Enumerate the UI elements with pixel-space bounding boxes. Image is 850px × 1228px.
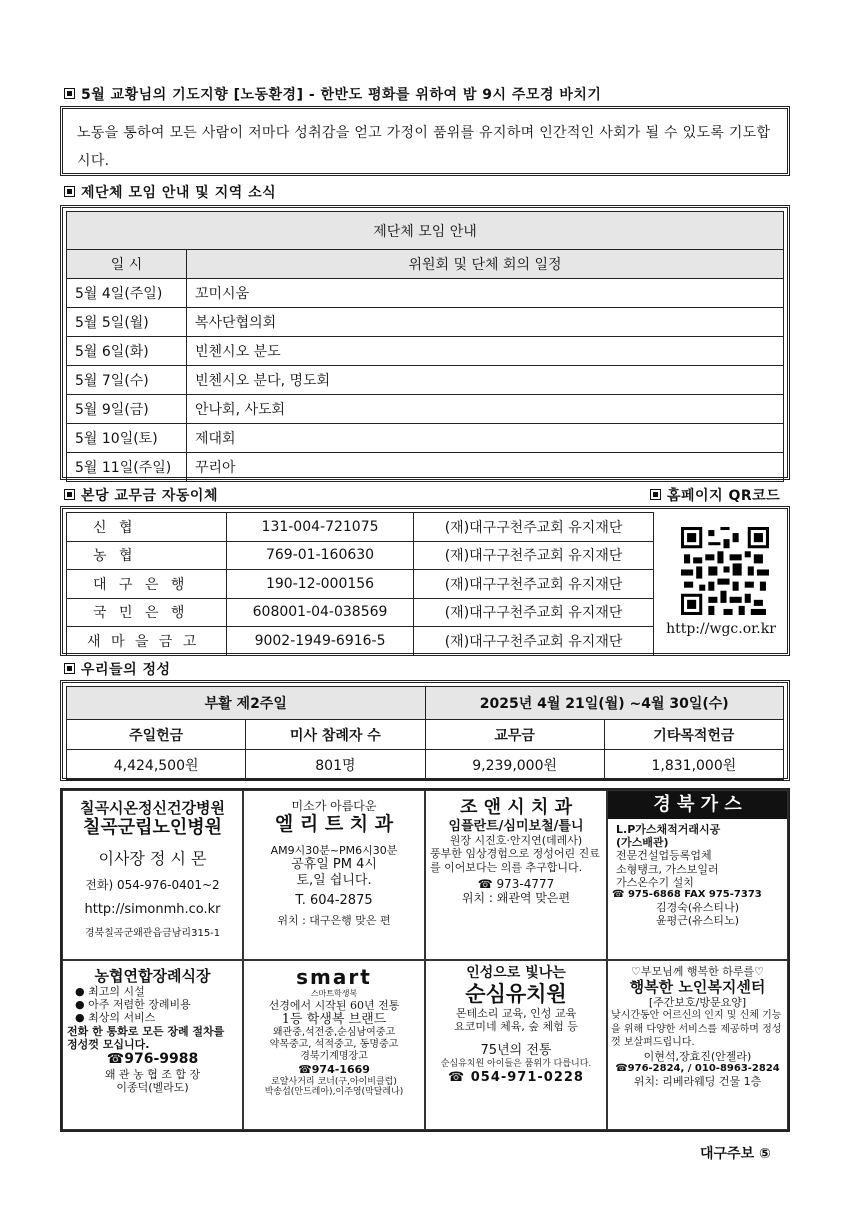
ad-gyeongbuk-gas bbox=[607, 790, 788, 960]
ad-line: ● 최고의 시설 bbox=[75, 985, 145, 998]
table-row bbox=[67, 513, 654, 542]
ad-line: 경 북 가 스 bbox=[608, 791, 787, 819]
offering-week: 부활 제2주일 bbox=[67, 687, 426, 720]
prayer-text: 노동을 통하여 모든 사람이 저마다 성취감을 얻고 가정이 품위를 유지하며 인간적인 사회가 될 수 있도록 기도합시다. bbox=[77, 125, 771, 169]
row-date: 5월 5일(월) bbox=[67, 308, 187, 337]
ad-line: 왜 관 농 협 조 합 장 bbox=[104, 1067, 201, 1081]
table-row bbox=[67, 366, 784, 395]
square-bullet-icon bbox=[64, 88, 75, 99]
ad-line: (가스배관) bbox=[616, 836, 669, 850]
offering-section-title bbox=[64, 659, 171, 679]
offering-period: 2025년 4월 21일(월) ~4월 30일(수) bbox=[425, 687, 784, 720]
row-event: 복사단협의회 bbox=[187, 308, 784, 337]
ad-line: 로얄사거리 코너(구,아이비클럽) bbox=[271, 1076, 397, 1087]
table-row bbox=[67, 570, 654, 599]
ad-line: http://simonmh.co.kr bbox=[84, 902, 221, 918]
ad-line: ● 최상의 서비스 bbox=[75, 1011, 156, 1025]
ad-line: L.P가스채적거래시공 bbox=[616, 823, 721, 836]
offering-value: 9,239,000원 bbox=[425, 750, 604, 780]
ad-sunsim-kindergarten bbox=[425, 960, 607, 1130]
offering-value: 4,424,500원 bbox=[67, 750, 246, 780]
ad-line: ☎ 054-971-0228 bbox=[448, 1069, 584, 1085]
ad-line: 토,일 쉽니다. bbox=[296, 872, 372, 888]
qr-title-text: 홈페이지 QR코드 bbox=[667, 488, 781, 504]
ad-line: 위치: 리베라웨딩 건물 1층 bbox=[633, 1075, 762, 1089]
ad-joan-dental bbox=[425, 790, 607, 960]
col-date-header: 일 시 bbox=[67, 250, 187, 279]
ad-line: 경북기계명장고 bbox=[300, 1051, 368, 1063]
account-holder: (재)대구구천주교회 유지재단 bbox=[414, 513, 654, 542]
offering-value: 1,831,000원 bbox=[604, 750, 783, 780]
ad-line: 임플란트/심미보철/틀니 bbox=[448, 818, 584, 834]
bank-table bbox=[66, 512, 654, 656]
ad-line: 칠곡군립노인병원 bbox=[82, 817, 223, 838]
prayer-section-title bbox=[64, 84, 601, 104]
offering-value: 801명 bbox=[246, 750, 425, 780]
groups-section-title bbox=[64, 182, 276, 202]
ad-line: 소형탱크, 가스보일러 bbox=[616, 862, 719, 876]
row-date: 5월 4일(주일) bbox=[67, 279, 187, 308]
account-holder: (재)대구구천주교회 유지재단 bbox=[414, 598, 654, 627]
ad-line: 조 앤 시 치 과 bbox=[459, 797, 572, 818]
ad-line: 순심유치원 bbox=[465, 981, 567, 1006]
square-bullet-icon bbox=[64, 663, 75, 674]
ad-line: 윤평근(유스티노) bbox=[656, 914, 739, 928]
row-event: 꼬미시움 bbox=[187, 279, 784, 308]
ad-elite-dental bbox=[243, 790, 425, 960]
ad-line: 약목중고, 석적중고, 동명중고 bbox=[269, 1039, 399, 1051]
groups-box bbox=[60, 205, 790, 480]
ad-line: 농협연합장례식장 bbox=[94, 967, 211, 985]
ad-line: 위치 : 왜관역 맞은편 bbox=[461, 891, 571, 906]
qr-section-title bbox=[650, 485, 780, 505]
ad-line: 75년의 전통 bbox=[480, 1043, 552, 1059]
ad-line: ☎976-9988 bbox=[106, 1050, 199, 1067]
ad-line: 이사장 정 시 몬 bbox=[98, 848, 207, 868]
ad-line: 칠곡시온정신건강병원 bbox=[80, 799, 225, 817]
offering-title-text: 우리들의 정성 bbox=[81, 662, 171, 678]
account-holder: (재)대구구천주교회 유지재단 bbox=[414, 627, 654, 656]
square-bullet-icon bbox=[64, 186, 75, 197]
table-row bbox=[67, 308, 784, 337]
bank-box bbox=[60, 506, 790, 656]
ad-line: 전화 한 통화로 모든 장례 절차를 정성껏 모십니다. bbox=[67, 1024, 225, 1051]
row-date: 5월 6일(화) bbox=[67, 337, 187, 366]
ad-line: 이종덕(벨라도) bbox=[116, 1080, 189, 1094]
row-date: 5월 10일(토) bbox=[67, 424, 187, 453]
ad-line: 인성으로 빛나는 bbox=[466, 965, 566, 981]
footer-label: 대구주보 bbox=[700, 1146, 755, 1162]
ad-line: 행복한 노인복지센터 bbox=[629, 978, 766, 997]
offering-header: 주일헌금 bbox=[67, 720, 246, 750]
ad-line: 전화) 054-976-0401~2 bbox=[85, 877, 220, 892]
account-number: 608001-04-038569 bbox=[227, 598, 414, 627]
ad-line: smart bbox=[296, 965, 372, 989]
bank-name: 농 협 bbox=[67, 541, 227, 570]
prayer-title-text: 5월 교황님의 기도지향 [노동환경] - 한반도 평화를 위하여 밤 9시 주모경 바치기 bbox=[81, 87, 602, 103]
offering-table bbox=[66, 686, 784, 780]
groups-title-text: 제단체 모임 안내 및 지역 소식 bbox=[81, 185, 277, 201]
ad-line: 1등 학생복 브랜드 bbox=[281, 1011, 387, 1027]
bank-section-title bbox=[64, 485, 218, 505]
bank-name: 새 마 을 금 고 bbox=[67, 627, 227, 656]
square-bullet-icon bbox=[64, 489, 75, 500]
ad-line: ♡부모님께 행복한 하루를♡ bbox=[631, 965, 764, 978]
ad-line: 미소가 아름다운 bbox=[291, 799, 377, 813]
row-event: 빈첸시오 분다, 명도회 bbox=[187, 366, 784, 395]
row-date: 5월 7일(수) bbox=[67, 366, 187, 395]
account-number: 9002-1949-6916-5 bbox=[227, 627, 414, 656]
page-number: ⑤ bbox=[758, 1146, 771, 1162]
ad-line: 경북칠곡군왜관읍금남리315-1 bbox=[84, 927, 221, 939]
row-event: 빈첸시오 분도 bbox=[187, 337, 784, 366]
bank-name: 대 구 은 행 bbox=[67, 570, 227, 599]
account-holder: (재)대구구천주교회 유지재단 bbox=[414, 570, 654, 599]
ad-line: ☎976-2824, / 010-8963-2824 bbox=[615, 1063, 780, 1075]
ad-line: 요코미네 체육, 숲 체험 등 bbox=[454, 1020, 578, 1034]
schedule-table bbox=[66, 211, 784, 482]
row-date: 5월 9일(금) bbox=[67, 395, 187, 424]
square-bullet-icon bbox=[650, 489, 661, 500]
prayer-box bbox=[60, 106, 790, 176]
table-row bbox=[67, 395, 784, 424]
ad-line: 가스온수기 설치 bbox=[616, 875, 694, 889]
table-row bbox=[67, 598, 654, 627]
ad-line: 낮시간동안 어르신의 인지 및 신체 기능을 위해 다양한 서비스를 제공하며 정성껏 보살펴드립니다. bbox=[611, 1010, 782, 1049]
offering-header: 교무금 bbox=[425, 720, 604, 750]
ad-line: 공휴일 PM 4시 bbox=[291, 857, 377, 873]
ad-line: AM9시30분~PM6시30분 bbox=[270, 844, 398, 858]
account-number: 190-12-000156 bbox=[227, 570, 414, 599]
bank-title-text: 본당 교무금 자동이체 bbox=[81, 488, 218, 504]
bank-name: 신 협 bbox=[67, 513, 227, 542]
table-row bbox=[67, 337, 784, 366]
ad-line: 전문건설업등록업체 bbox=[616, 849, 712, 863]
ad-line: ☎ 975-6868 FAX 975-7373 bbox=[612, 888, 762, 900]
homepage-url[interactable]: http://wgc.or.kr bbox=[666, 621, 776, 637]
ad-line: 선경에서 시작된 60년 전통 bbox=[268, 998, 400, 1012]
offering-header: 미사 참례자 수 bbox=[246, 720, 425, 750]
ad-line: [주간보호/방문요양] bbox=[648, 996, 747, 1010]
account-number: 131-004-721075 bbox=[227, 513, 414, 542]
ad-line: 왜관중,석전중,순심남여중고 bbox=[272, 1027, 396, 1039]
footer bbox=[700, 1143, 771, 1163]
ad-line: ☎974-1669 bbox=[298, 1063, 370, 1077]
table-row bbox=[67, 424, 784, 453]
account-number: 769-01-160630 bbox=[227, 541, 414, 570]
ad-line: 박송섭(안드레아),이주영(막달레나) bbox=[264, 1087, 404, 1098]
row-event: 꾸리아 bbox=[187, 453, 784, 482]
qr-code-icon[interactable] bbox=[681, 527, 769, 615]
ad-smart-uniform bbox=[243, 960, 425, 1130]
ad-senior-welfare-center bbox=[607, 960, 788, 1130]
schedule-table-title: 제단체 모임 안내 bbox=[67, 212, 784, 250]
ad-line: ☎ 973-4777 bbox=[477, 876, 555, 891]
bank-name: 국 민 은 행 bbox=[67, 598, 227, 627]
col-schedule-header: 위원회 및 단체 회의 일정 bbox=[187, 250, 784, 279]
table-row bbox=[67, 627, 654, 656]
ad-line: T. 604-2875 bbox=[295, 892, 373, 908]
ad-line: 스마트학생복 bbox=[310, 989, 358, 998]
ad-funeral-hall bbox=[62, 960, 243, 1130]
offering-box bbox=[60, 680, 790, 781]
ad-line: 이현석,장효진(안젤라) bbox=[643, 1049, 752, 1063]
ad-line: 원장 시진호·안지연(데레사) bbox=[449, 834, 583, 848]
row-date: 5월 11일(주일) bbox=[67, 453, 187, 482]
ad-line: 순심유치원 아이들은 품위가 다릅니다. bbox=[440, 1058, 592, 1069]
ad-line: 몬테소리 교육, 인성 교육 bbox=[455, 1006, 577, 1020]
ad-line: ● 아주 저렴한 장례비용 bbox=[75, 998, 191, 1012]
ad-line: 김경숙(유스티나) bbox=[656, 900, 739, 914]
row-event: 제대회 bbox=[187, 424, 784, 453]
account-holder: (재)대구구천주교회 유지재단 bbox=[414, 541, 654, 570]
ad-line: 엘 리 트 치 과 bbox=[274, 813, 394, 836]
ad-hospital bbox=[62, 790, 243, 960]
table-row bbox=[67, 453, 784, 482]
table-row bbox=[67, 279, 784, 308]
table-row bbox=[67, 541, 654, 570]
ad-line: 풍부한 임상경험으로 정성어린 진료를 이어보다는 의를 추구합니다. bbox=[430, 847, 600, 874]
offering-header: 기타목적헌금 bbox=[604, 720, 783, 750]
row-event: 안나회, 사도회 bbox=[187, 395, 784, 424]
ad-line: 위치 : 대구은행 맞은 편 bbox=[277, 914, 391, 928]
